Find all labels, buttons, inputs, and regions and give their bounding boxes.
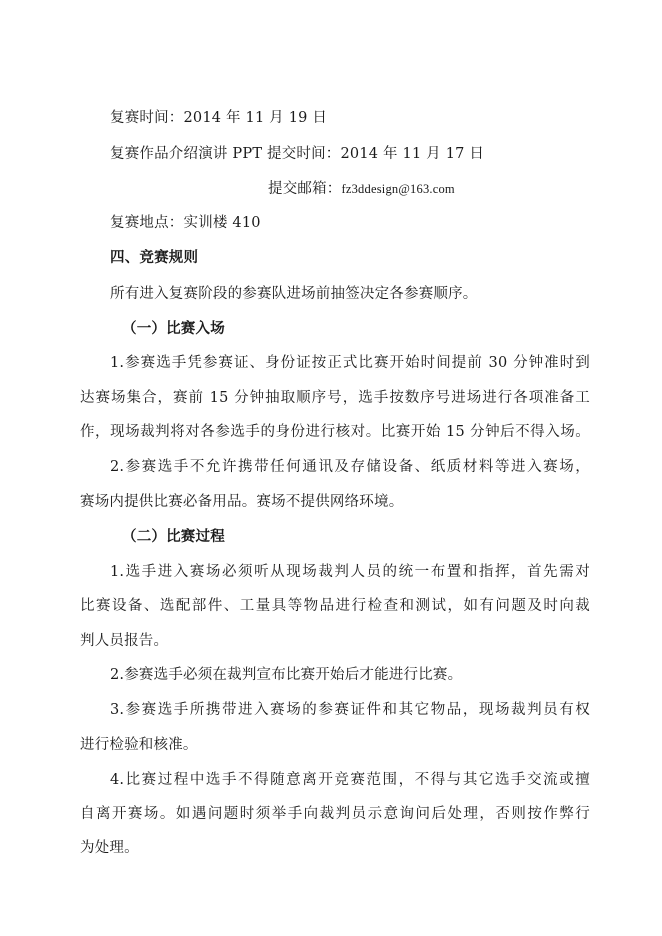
sub2-item1-line2: 比赛设备、选配部件、工量具等物品进行检查和测试，如有问题及时向裁 (80, 598, 590, 614)
section-4-heading: 四、竞赛规则 (110, 249, 199, 266)
subsection-1-heading: （一）比赛入场 (122, 320, 225, 337)
sub2-item2-line1: 2.参赛选手必须在裁判宣布比赛开始后才能进行比赛。 (110, 667, 463, 683)
sub1-item1-line2: 达赛场集合，赛前 15 分钟抽取顺序号，选手按数序号进场进行各项准备工 (80, 390, 590, 406)
semifinal-time: 复赛时间：2014 年 11 月 19 日 (110, 110, 328, 126)
section-4-intro: 所有进入复赛阶段的参赛队进场前抽签决定各参赛顺序。 (110, 286, 478, 302)
sub2-item3-line2: 进行检验和核准。 (80, 737, 198, 753)
email-label: 提交邮箱： (268, 181, 342, 197)
sub1-item2-line2: 赛场内提供比赛必备用品。赛场不提供网络环境。 (80, 494, 404, 510)
sub1-item1-line1: 1.参赛选手凭参赛证、身份证按正式比赛开始时间提前 30 分钟准时到 (110, 355, 590, 371)
sub2-item3-line1: 3.参赛选手所携带进入赛场的参赛证件和其它物品，现场裁判员有权 (110, 702, 590, 718)
sub2-item4-line1: 4.比赛过程中选手不得随意离开竞赛范围，不得与其它选手交流或擅 (110, 772, 590, 788)
semifinal-location: 复赛地点：实训楼 410 (110, 215, 261, 231)
email-address: fz3ddesign@163.com (341, 182, 455, 196)
ppt-deadline: 复赛作品介绍演讲 PPT 提交时间：2014 年 11 月 17 日 (110, 146, 485, 162)
sub1-item1-line3: 作，现场裁判将对各参选手的身份进行核对。比赛开始 15 分钟后不得入场。 (80, 424, 590, 440)
email-line (268, 179, 528, 199)
sub2-item4-line3: 为处理。 (80, 840, 139, 856)
sub2-item1-line1: 1.选手进入赛场必须听从现场裁判人员的统一布置和指挥，首先需对 (110, 564, 590, 580)
subsection-2-heading: （二）比赛过程 (122, 528, 225, 545)
sub2-item1-line3: 判人员报告。 (80, 633, 169, 649)
sub2-item4-line2: 自离开赛场。如遇问题时须举手向裁判员示意询问后处理，否则按作弊行 (80, 806, 590, 822)
sub1-item2-line1: 2.参赛选手不允许携带任何通讯及存储设备、纸质材料等进入赛场， (110, 459, 590, 475)
